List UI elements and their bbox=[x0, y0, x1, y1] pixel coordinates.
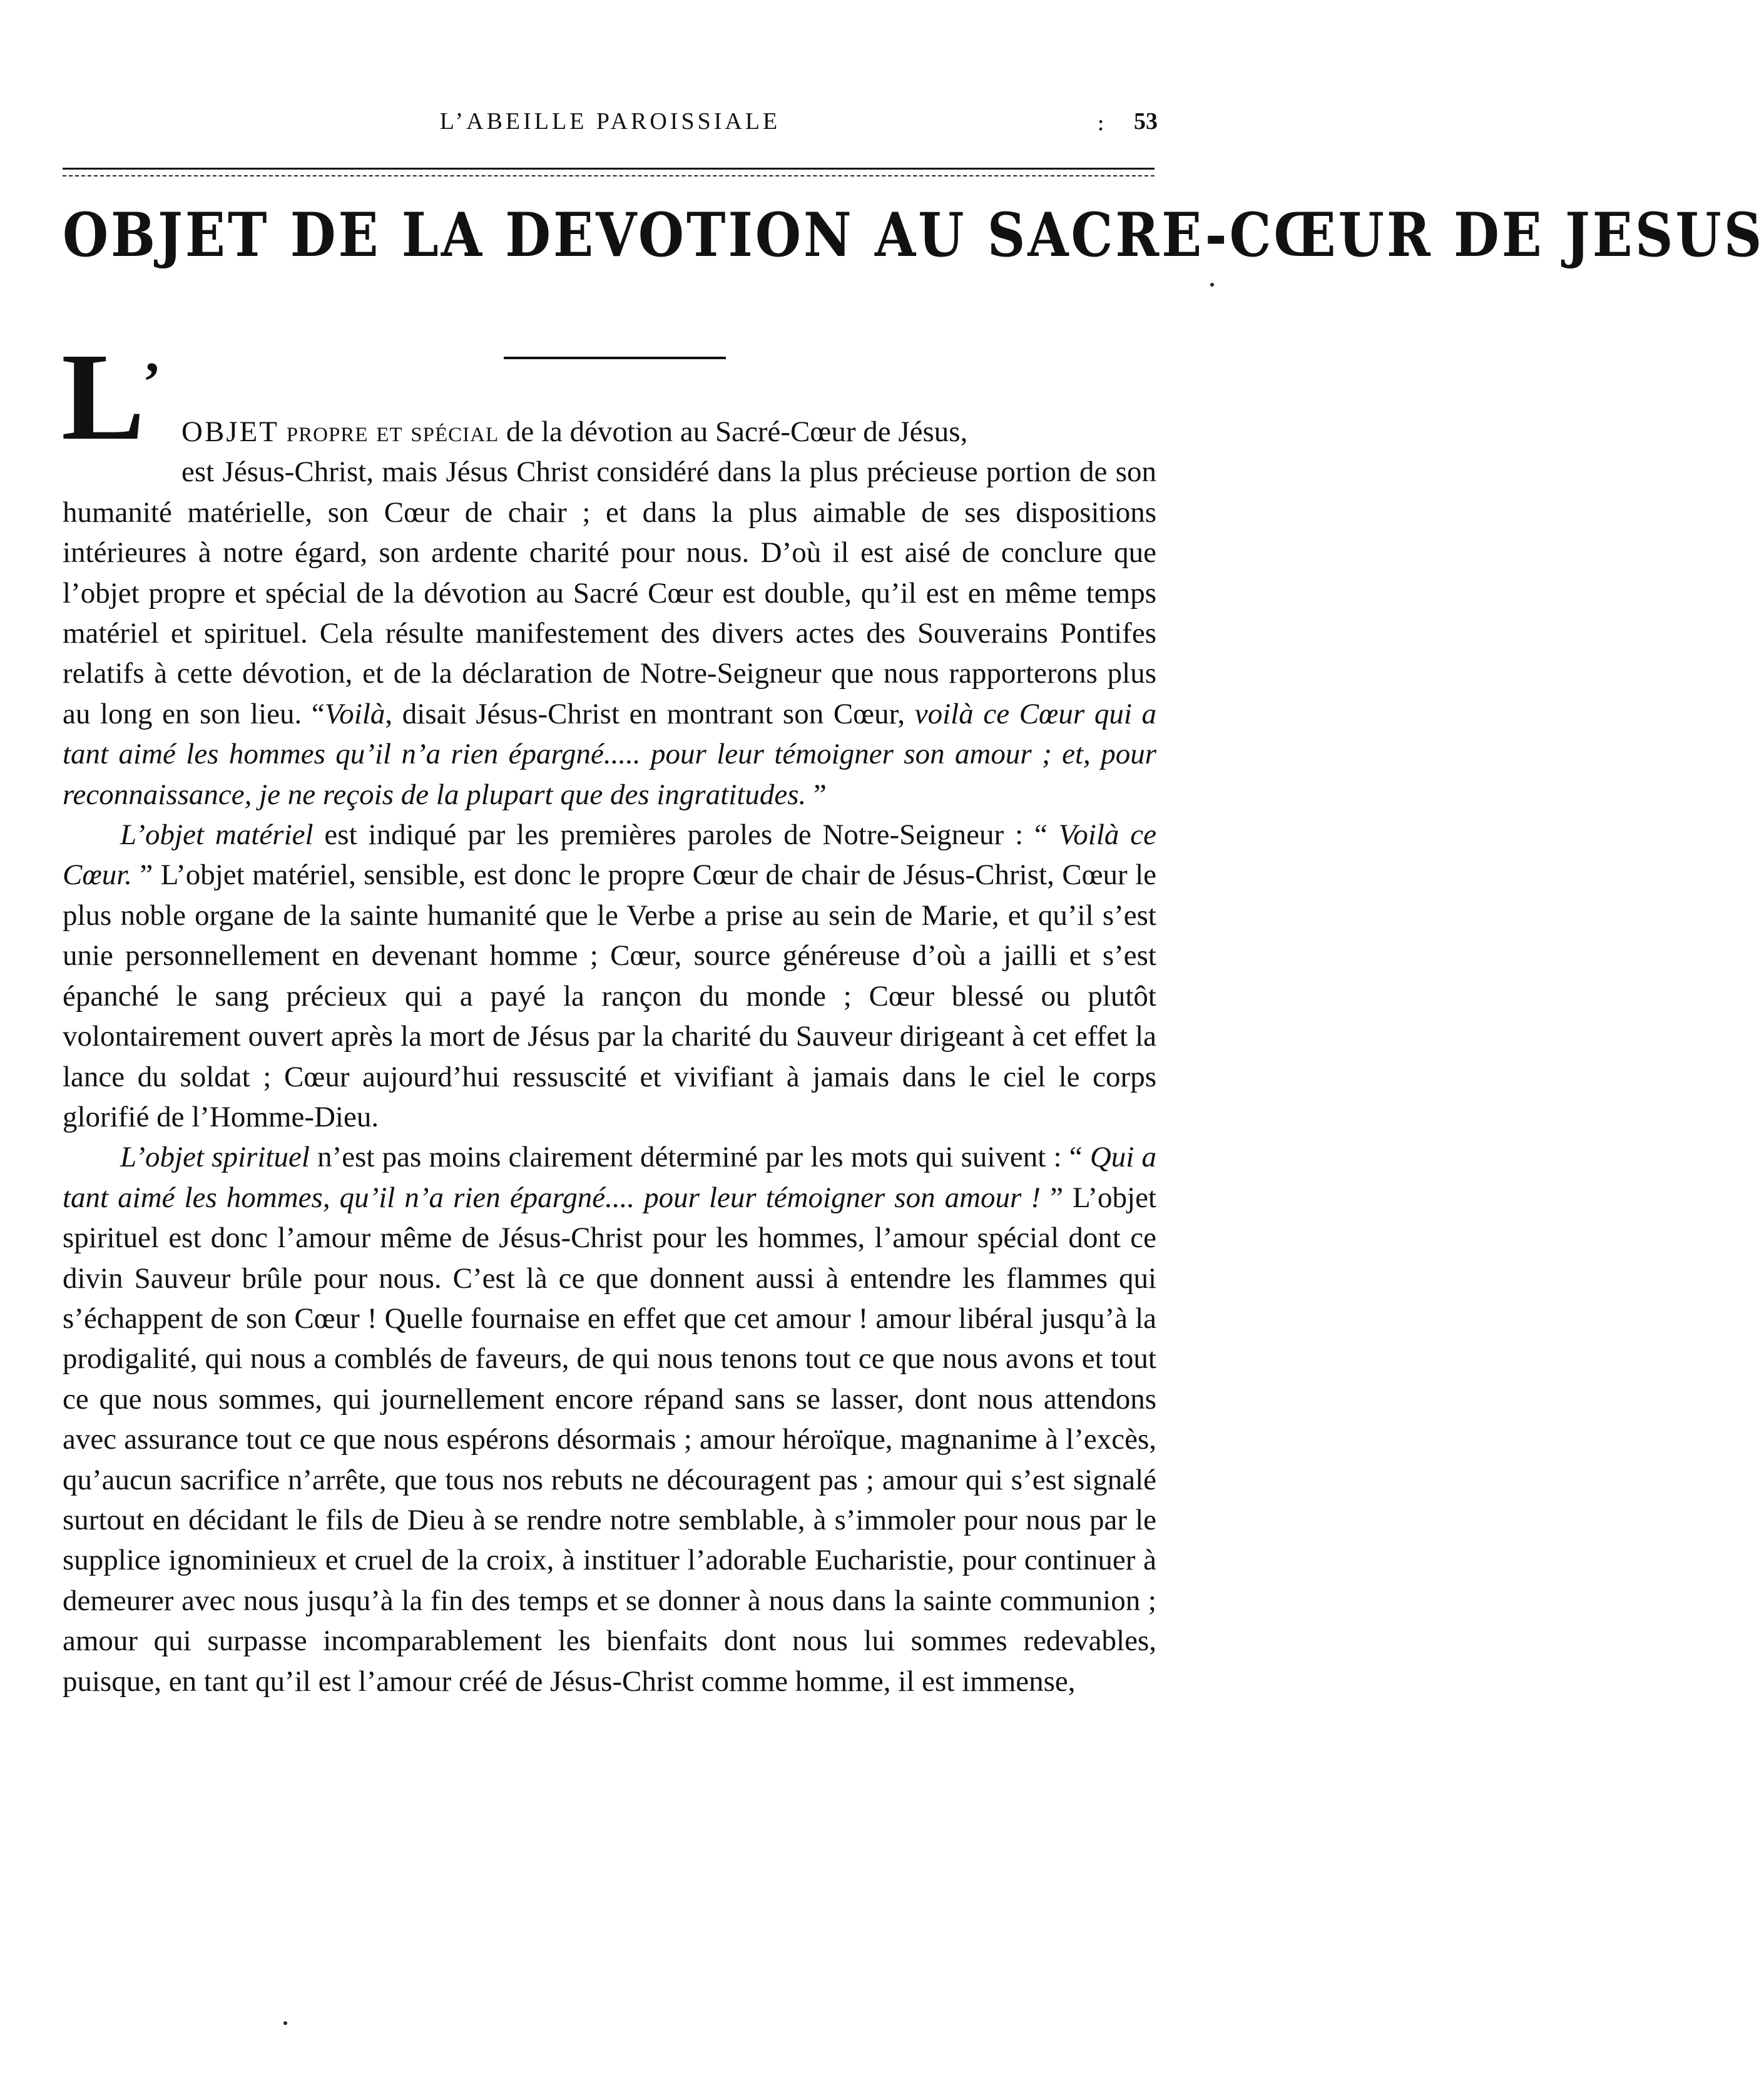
para1-mid: , disait Jésus-Christ en montrant son Cœur, bbox=[385, 697, 915, 730]
para3-a: n’est pas moins clairement déterminé par les mots qui suivent : “ bbox=[309, 1141, 1090, 1174]
article-title: OBJET DE LA DEVOTION AU SACRE-CŒUR DE JESUS bbox=[63, 199, 1764, 270]
drop-cap: L bbox=[61, 328, 145, 466]
para1-text: est Jésus-Christ, mais Jésus Christ considéré dans la plus précieuse portion de son humanité matérielle, son Cœur de chair ; et dans la plus aimable de ses dispositions intérieures à notre égard, son ardente charité pour nous. D’où il est aisé de conclure que l’objet propre et spécial de la dévotion au Sacré Cœur est double, qu’il est en même temps matériel et spirituel. Cela résulte manifestement des divers actes des Souverains Pontifes relatifs à cette dévotion, et de la déclaration de Notre-Seigneur que nous rapporterons plus au long en son lieu. “ bbox=[63, 456, 1156, 730]
para1-end: ” bbox=[806, 778, 827, 811]
page-number: 53 bbox=[1134, 108, 1158, 135]
running-head-colon: : bbox=[1097, 110, 1105, 136]
para3-b: ” L’objet spirituel est donc l’amour même de Jésus-Christ pour les hommes, l’amour spécial dont ce divin Sauveur brûle pour nous. C’est là ce que donnent aussi à entendre les flammes qui s’échappent de son Cœur ! Quelle fournaise en effet que cet amour ! amour libéral jusqu’à la prodigalité, qui nous a comblés de faveurs, de qui nous tenons tout ce que nous avons et tout ce que nous sommes, qui journellement encore répand sans se lasser, dont nous attendons avec assurance tout ce que nous espérons désormais ; amour héroïque, magnanime à l’excès, qu’aucun sacrifice n’arrête, que tous nos rebuts ne découragent pas ; amour qui s’est signalé surtout en décidant le fils de Dieu à se rendre notre semblable, à s’immoler pour nous par le supplice ignominieux et cruel de la croix, à instituer l’adorable Eucharistie, pour continuer à demeurer avec nous jusqu’à la fin des temps et se donner à nous dans la sainte communion ; amour qui surpasse incomparablement les bienfaits dont nous lui sommes redevables, puisque, en tant qu’il est l’amour créé de Jésus-Christ comme homme, il est immense, bbox=[63, 1181, 1156, 1698]
para1-line1: de la dévotion au Sacré-Cœur de Jésus, bbox=[499, 416, 968, 448]
header-rule-dashed bbox=[63, 175, 1155, 176]
para1-voila: Voilà bbox=[324, 697, 385, 730]
para2-lead: L’objet matériel bbox=[120, 819, 314, 852]
paragraph-1 bbox=[63, 412, 1156, 815]
para2-b: ” L’objet matériel, sensible, est donc le propre Cœur de chair de Jésus-Christ, Cœur le plus noble organe de la sainte humanité que le Verbe a prise au sein de Marie, et qu’il s’est unie personnellement en devenant homme ; Cœur, source généreuse d’où a jailli et s’est épanché le sang précieux qui a payé la rançon du monde ; Cœur blessé ou plutôt volontairement ouvert après la mort de Jésus par la charité du Sauveur dirigeant à cet effet la lance du soldat ; Cœur aujourd’hui ressuscité et vivifiant à jamais dans le ciel le corps glorifié de l’Homme-Dieu. bbox=[63, 859, 1156, 1133]
first-smallcaps: propre et spécial bbox=[286, 416, 499, 448]
running-head: L’ABEILLE PAROISSIALE bbox=[439, 108, 781, 135]
article-body bbox=[63, 412, 1156, 1702]
para2-quote: Voilà ce Cœur. bbox=[63, 819, 1157, 892]
para2-a: est indiqué par les premières paroles de Notre-Seigneur : “ bbox=[313, 819, 1059, 852]
speck bbox=[283, 2021, 287, 2025]
speck bbox=[1210, 283, 1214, 287]
paragraph-2 bbox=[63, 815, 1156, 1137]
title-separator-rule bbox=[504, 357, 726, 359]
para3-quote: Qui a tant aimé les hommes, qu’il n’a rien épargné.... pour leur témoigner son amour ! bbox=[63, 1141, 1157, 1214]
paragraph-3 bbox=[63, 1137, 1156, 1702]
para3-lead: L’objet spirituel bbox=[120, 1141, 310, 1174]
first-word: OBJET bbox=[181, 416, 279, 448]
para1-quote: voilà ce Cœur qui a tant aimé les hommes qu’il n’a rien épargné..... pour leur témoigner son amour ; et, pour reconnaissance, je ne reçois de la plupart que des ingratitudes. bbox=[63, 697, 1156, 811]
drop-cap-apostrophe: ’ bbox=[143, 352, 161, 412]
header-rule bbox=[63, 168, 1155, 170]
